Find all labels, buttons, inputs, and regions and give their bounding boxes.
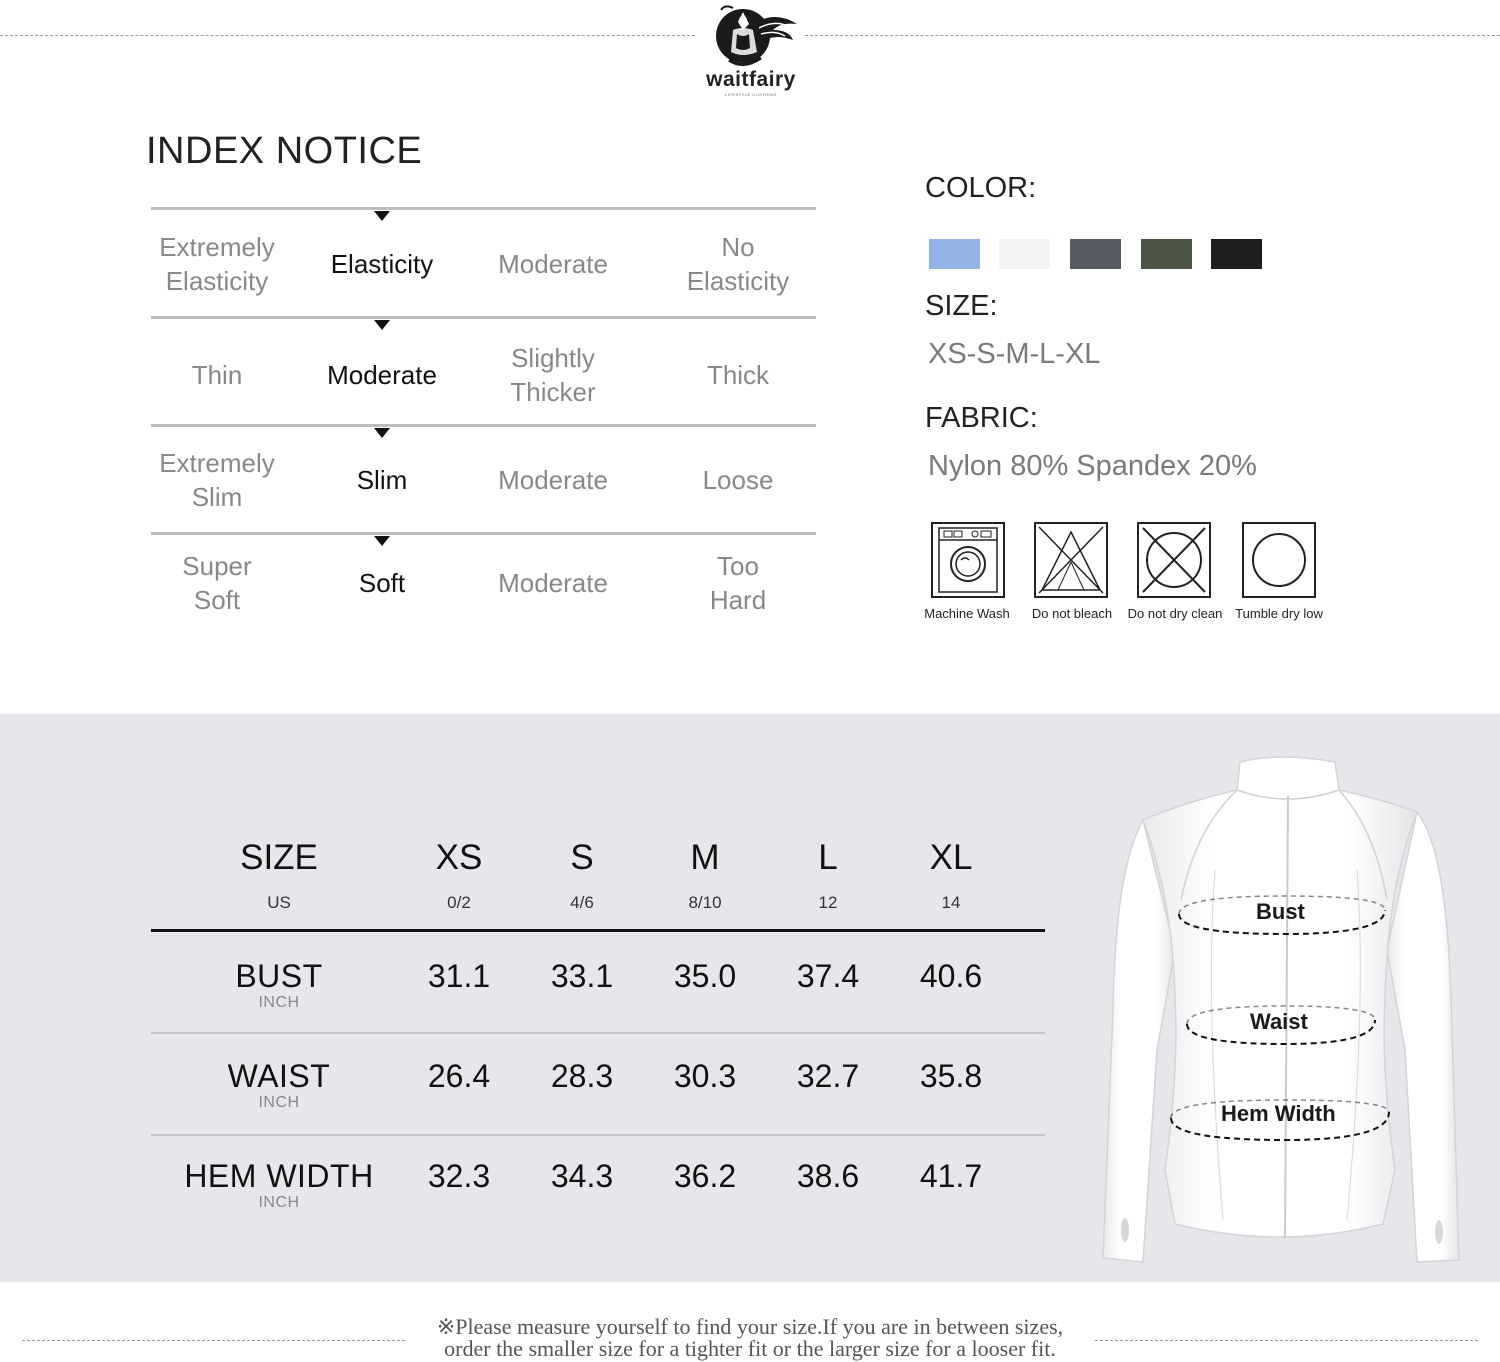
index-option-elasticity: No Elasticity: [686, 232, 790, 296]
measure-value: 38.6: [796, 1158, 860, 1194]
bust-measure-label: Bust: [1256, 899, 1305, 924]
index-option-softness: Too Hard: [709, 551, 767, 615]
index-option-elasticity: Moderate: [498, 249, 608, 279]
measure-row-label: HEM WIDTH: [184, 1158, 374, 1194]
waist-measure-label: Waist: [1250, 1009, 1308, 1034]
size-column-header: L: [818, 838, 838, 877]
size-column-us: 12: [818, 893, 838, 912]
measure-value: 41.7: [919, 1158, 983, 1194]
size-column-header: M: [690, 838, 720, 877]
size-table-row-divider: [151, 1134, 1045, 1136]
color-label: COLOR:: [925, 172, 1037, 204]
care-label: Do not bleach: [1031, 606, 1113, 621]
do-not-dry-clean-icon: [1137, 522, 1211, 598]
size-label: SIZE:: [925, 290, 998, 322]
index-option-fit: Extremely Slim: [159, 448, 275, 512]
index-option-thickness: Slightly Thicker: [510, 343, 596, 407]
index-option-softness: Soft: [358, 568, 406, 598]
selected-marker-icon: [374, 536, 390, 546]
index-row-rule: [151, 316, 816, 319]
measure-value: 28.3: [550, 1058, 614, 1094]
brand-name: waitfairy: [706, 68, 796, 91]
index-option-thickness: Thick: [706, 360, 770, 390]
fabric-value: Nylon 80% Spandex 20%: [928, 450, 1257, 482]
measure-value: 40.6: [919, 958, 983, 994]
measure-value: 26.4: [427, 1058, 491, 1094]
brand-tagline: LIFESTYLE CLOTHING: [725, 92, 777, 97]
footer-divider-left: [22, 1340, 405, 1341]
index-option-thickness: Moderate: [327, 360, 437, 390]
care-label: Machine Wash: [924, 606, 1010, 621]
care-label: Do not dry clean: [1127, 606, 1223, 621]
hem-width-measure-label: Hem Width: [1221, 1101, 1336, 1126]
size-advice-line-1: ※Please measure yourself to find your size.If you are in between sizes,: [436, 1314, 1064, 1339]
size-header-label: SIZE: [240, 838, 318, 877]
index-option-softness: Super Soft: [182, 551, 252, 615]
measure-value: 32.7: [796, 1058, 860, 1094]
size-advice-line-2: order the smaller size for a tighter fit or the larger size for a looser fit.: [444, 1336, 1056, 1361]
measure-value: 35.8: [919, 1058, 983, 1094]
top-divider-right: [805, 35, 1500, 36]
measure-row-unit: INCH: [258, 1194, 300, 1211]
size-column-us: 14: [941, 893, 961, 912]
selected-marker-icon: [374, 320, 390, 330]
brand-logo: [696, 0, 806, 100]
index-option-softness: Moderate: [498, 568, 608, 598]
index-notice-title: INDEX NOTICE: [146, 130, 423, 172]
selected-marker-icon: [374, 211, 390, 221]
measure-value: 31.1: [427, 958, 491, 994]
size-column-header: S: [570, 838, 594, 877]
measure-value: 30.3: [673, 1058, 737, 1094]
measure-value: 34.3: [550, 1158, 614, 1194]
size-column-us: 4/6: [570, 893, 594, 912]
index-option-elasticity: Extremely Elasticity: [159, 232, 275, 296]
index-option-fit: Loose: [702, 465, 774, 495]
color-swatch[interactable]: [1070, 239, 1121, 269]
top-divider-left: [0, 35, 695, 36]
fairy-logo-icon: [703, 0, 799, 72]
index-row-rule: [151, 207, 816, 210]
index-option-fit: Moderate: [498, 465, 608, 495]
index-option-fit: Slim: [356, 465, 408, 495]
index-row-rule: [151, 424, 816, 427]
measure-value: 32.3: [427, 1158, 491, 1194]
measure-row-label: WAIST: [227, 1058, 331, 1094]
size-column-us: 8/10: [688, 893, 722, 912]
size-table-row-divider: [151, 1032, 1045, 1034]
index-option-elasticity: Elasticity: [330, 249, 434, 279]
measure-value: 37.4: [796, 958, 860, 994]
tumble-dry-low-icon: [1242, 522, 1316, 598]
color-swatch[interactable]: [929, 239, 980, 269]
measure-value: 35.0: [673, 958, 737, 994]
index-row-rule: [151, 532, 816, 535]
footer-divider-right: [1095, 1340, 1478, 1341]
measure-row-unit: INCH: [258, 1094, 300, 1111]
do-not-bleach-icon: [1034, 522, 1108, 598]
color-swatch[interactable]: [1211, 239, 1262, 269]
size-value: XS-S-M-L-XL: [928, 338, 1101, 370]
fabric-label: FABRIC:: [925, 402, 1038, 434]
measure-row-label: BUST: [235, 958, 323, 994]
index-option-thickness: Thin: [191, 360, 243, 390]
color-swatch[interactable]: [1141, 239, 1192, 269]
size-column-header: XS: [435, 838, 483, 877]
measure-value: 36.2: [673, 1158, 737, 1194]
machine-wash-icon: [931, 522, 1005, 598]
size-column-header: XL: [929, 838, 973, 877]
measure-row-unit: INCH: [258, 994, 300, 1011]
measure-value: 33.1: [550, 958, 614, 994]
color-swatch[interactable]: [999, 239, 1050, 269]
care-label: Tumble dry low: [1235, 606, 1323, 621]
size-header-sub: US: [267, 893, 291, 912]
selected-marker-icon: [374, 428, 390, 438]
size-table-header-rule: [151, 929, 1045, 932]
size-column-us: 0/2: [447, 893, 471, 912]
size-advice-note: [405, 1316, 1095, 1360]
